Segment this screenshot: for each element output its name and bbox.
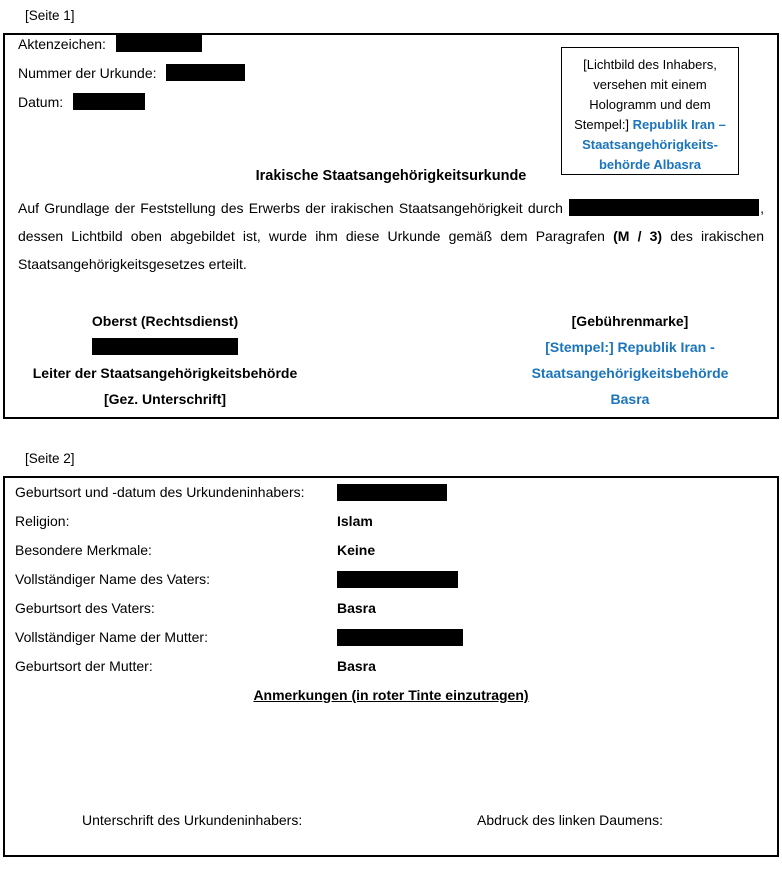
field-label: Geburtsort der Mutter:	[15, 658, 153, 674]
field-row-mother-birthplace	[15, 658, 777, 675]
redaction-bar	[337, 484, 447, 501]
redaction-bar	[116, 35, 202, 52]
paragraph-part1: Auf Grundlage der Feststellung des Erwerbs der irakischen Staatsangehörigkeit durch	[18, 200, 569, 216]
paragraph-part2: , dessen Lichtbild oben abgebildet ist, wurde ihm diese Urkunde gemäß dem Paragrafen	[18, 200, 764, 244]
field-row-father-name	[15, 571, 777, 588]
page1-label: [Seite 1]	[25, 8, 75, 23]
signer-title: Leiter der Staatsangehörigkeitsbehörde	[32, 365, 298, 381]
signature-section	[5, 308, 777, 412]
field-row-birth	[15, 484, 777, 501]
urkunde-nummer-label: Nummer der Urkunde:	[18, 65, 157, 81]
field-label: Geburtsort und -datum des Urkundeninhabers:	[15, 484, 305, 500]
aktenzeichen-label: Aktenzeichen:	[18, 36, 106, 52]
paragraph-bold-clause: (M / 3)	[613, 228, 663, 244]
field-label: Besondere Merkmale:	[15, 542, 152, 558]
document-page	[0, 8, 782, 857]
photo-stamp-text: Republik Iran – Staatsangehörigkeits-behörde Albasra	[582, 117, 726, 172]
field-row-merkmale	[15, 542, 777, 559]
footer-captions	[5, 812, 777, 828]
notes-heading: Anmerkungen (in roter Tinte einzutragen)	[253, 687, 529, 703]
field-value: Basra	[337, 600, 376, 616]
page2-box	[3, 476, 779, 857]
field-value: Islam	[337, 513, 373, 529]
field-row-religion	[15, 513, 777, 530]
paragraph-part3: des irakischen Staatsangehörigkeitsgesetzes erteilt.	[18, 228, 764, 272]
page1-box	[3, 33, 779, 419]
redaction-bar	[92, 338, 238, 355]
field-label: Vollständiger Name der Mutter:	[15, 629, 208, 645]
holder-signature-caption: Unterschrift des Urkundeninhabers:	[82, 812, 303, 828]
certificate-paragraph	[18, 194, 764, 278]
field-row-mother-name	[15, 629, 777, 646]
left-signature-block	[15, 308, 315, 412]
field-value: Basra	[337, 658, 376, 674]
datum-label: Datum:	[18, 94, 64, 110]
field-row-father-birthplace	[15, 600, 777, 617]
signature-note: [Gez. Unterschrift]	[103, 391, 227, 407]
field-label: Vollständiger Name des Vaters:	[15, 571, 211, 587]
stamp-line-3: Basra	[610, 391, 650, 407]
stamp-block	[505, 308, 755, 412]
fee-stamp-note: [Gebührenmarke]	[571, 313, 689, 329]
photo-placeholder-box	[561, 47, 739, 175]
redaction-bar	[337, 571, 458, 588]
redaction-bar	[73, 93, 145, 110]
redaction-bar	[166, 64, 245, 81]
redaction-bar	[337, 629, 463, 646]
redaction-bar	[569, 199, 759, 216]
document-title: Irakische Staatsangehörigkeitsurkunde	[255, 168, 527, 184]
photo-caption: [Lichtbild des Inhabers, versehen mit einem Hologramm und dem Stempel:]	[574, 57, 717, 132]
field-label: Religion:	[15, 513, 70, 529]
field-value: Keine	[337, 542, 376, 558]
page2-label: [Seite 2]	[25, 451, 75, 466]
signer-rank: Oberst (Rechtsdienst)	[91, 313, 239, 329]
stamp-line-1: [Stempel:] Republik Iran -	[545, 339, 715, 355]
thumbprint-caption: Abdruck des linken Daumens:	[477, 812, 663, 828]
field-label: Geburtsort des Vaters:	[15, 600, 155, 616]
stamp-line-2: Staatsangehörigkeitsbehörde	[531, 365, 729, 381]
signer-name-row	[15, 334, 315, 360]
